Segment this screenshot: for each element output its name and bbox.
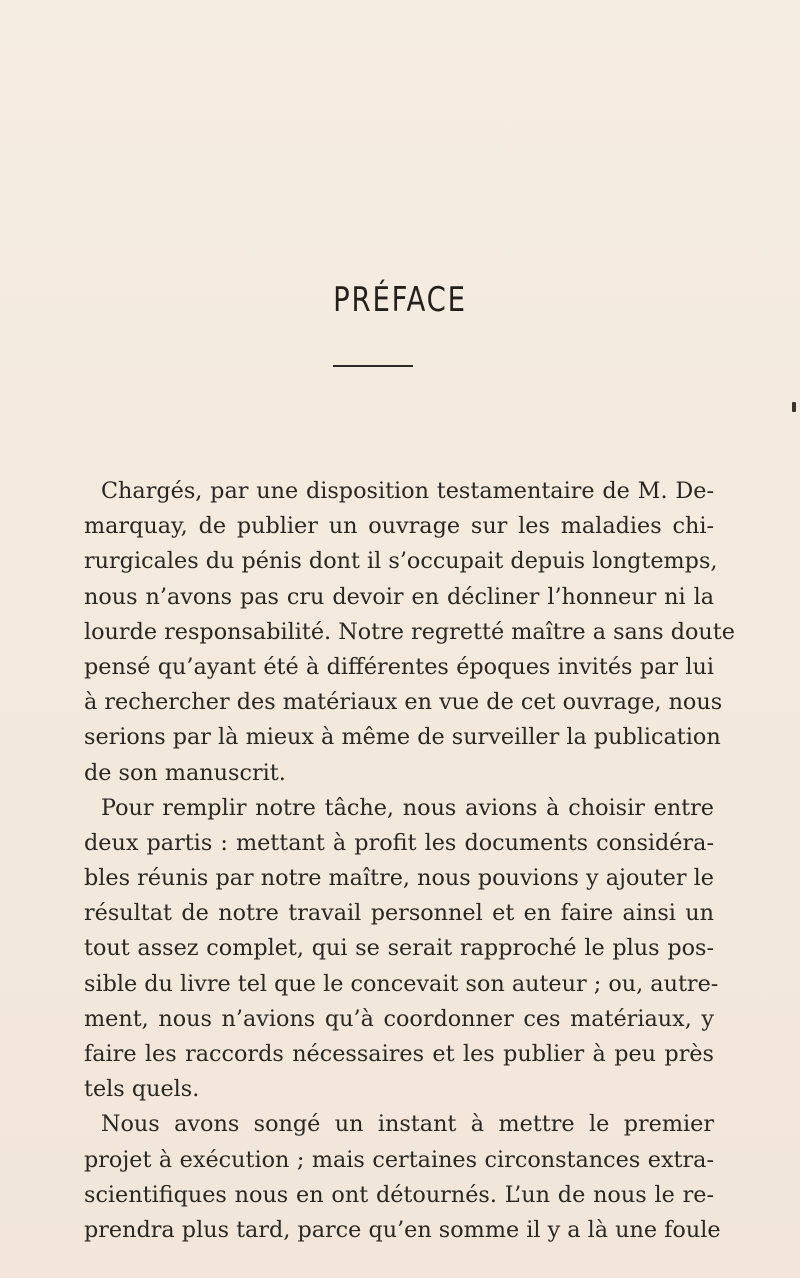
text-line: rurgicales du pénis dont il s’occupait depuis longtemps, (84, 548, 718, 575)
text-line: résultat de notre travail personnel et en faire ainsi un (84, 900, 714, 927)
text-line: lourde responsabilité. Notre regretté maître a sans doute (84, 618, 735, 645)
margin-mark (792, 402, 796, 412)
text-line: nous n’avons pas cru devoir en décliner l’honneur ni la (84, 583, 714, 610)
text-line: projet à exécution ; mais certaines circonstances extra- (84, 1146, 714, 1173)
text-line: prendra plus tard, parce qu’en somme il y a là une foule (84, 1216, 721, 1243)
text-line: Pour remplir notre tâche, nous avions à choisir entre (101, 794, 714, 821)
text-line: bles réunis par notre maître, nous pouvions y ajouter le (84, 865, 714, 892)
text-line: Nous avons songé un instant à mettre le premier (101, 1111, 714, 1138)
text-line: sible du livre tel que le concevait son auteur ; ou, autre- (84, 970, 719, 997)
text-line: ment, nous n’avions qu’à coordonner ces matériaux, y (84, 1005, 714, 1032)
text-line: à rechercher des matériaux en vue de cet ouvrage, nous (84, 689, 723, 716)
text-line: faire les raccords nécessaires et les publier à peu près (84, 1041, 714, 1067)
text-line: marquay, de publier un ouvrage sur les maladies chi- (84, 513, 714, 540)
text-line: tels quels. (84, 1076, 200, 1103)
page-title: PRÉFACE (333, 280, 467, 320)
text-line: Chargés, par une disposition testamentaire de M. De- (101, 478, 714, 504)
text-line: de son manuscrit. (84, 759, 286, 786)
text-line: deux partis : mettant à profit les documents considéra- (84, 829, 714, 856)
text-line: pensé qu’ayant été à différentes époques invités par lui (84, 653, 714, 680)
text-line: scientifiques nous en ont détournés. L’un de nous le re- (84, 1181, 714, 1208)
text-line: tout assez complet, qui se serait rapproché le plus pos- (84, 935, 714, 962)
text-line: serions par là mieux à même de surveiller la publication (84, 724, 721, 751)
preface-text (84, 474, 735, 1248)
title-rule (333, 365, 413, 367)
